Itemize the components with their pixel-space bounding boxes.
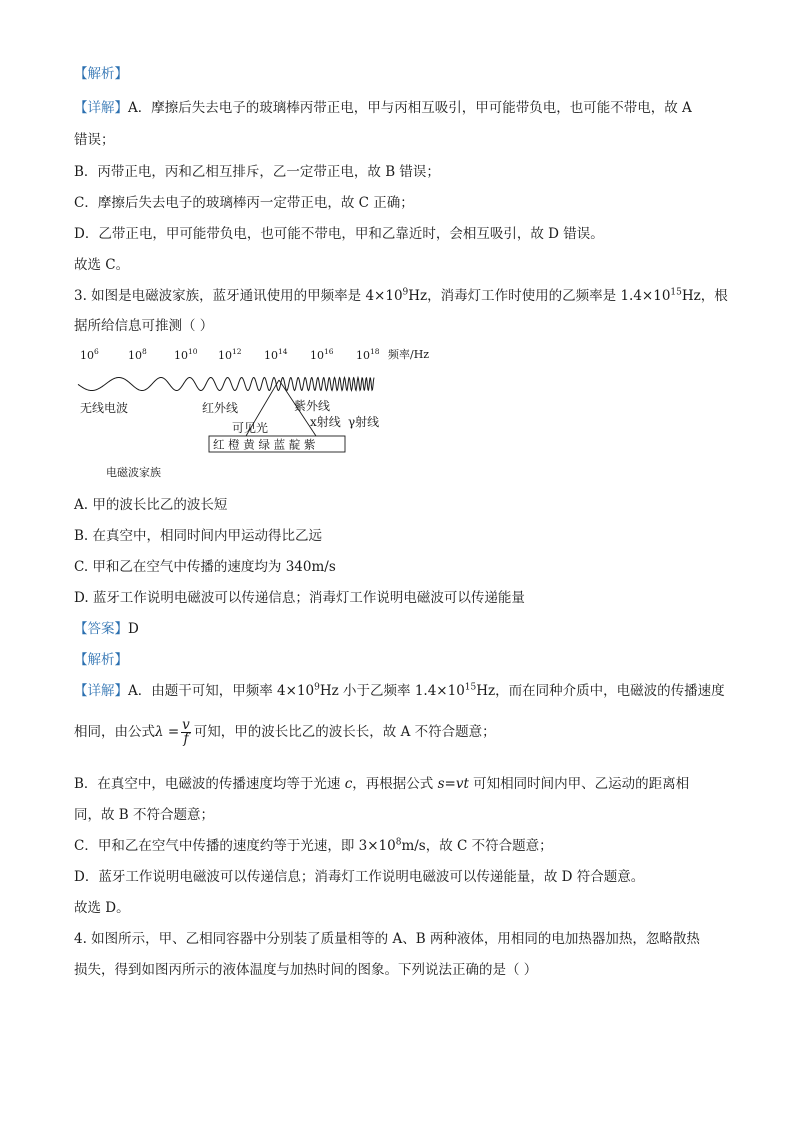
formula-numerator: v xyxy=(182,717,190,733)
q3-option-d: D. 蓝牙工作说明电磁波可以传递信息；消毒灯工作说明电磁波可以传递能量 xyxy=(74,590,525,606)
q3-detail-c xyxy=(74,836,553,856)
formula-denominator: f xyxy=(183,731,189,747)
q3-detail-a1-part3: Hz，而在同种介质中，电磁波的传播速度 xyxy=(476,683,725,699)
q2-detail-b: B．丙带正电，丙和乙相互排斥，乙一定带正电，故 B 错误； xyxy=(74,164,440,180)
q4-stem-line1: 4. 如图所示，甲、乙相同容器中分别装了质量相等的 A、B 两种液体，用相同的电加热器加热，忽略散热 xyxy=(74,931,700,947)
q2-detail-a-line2: 错误； xyxy=(74,132,115,148)
label-infrared: 红外线 xyxy=(202,401,239,415)
label-gamma: γ射线 xyxy=(348,415,380,429)
label-radio: 无线电波 xyxy=(80,401,129,415)
q3-detail-b-line2: 同，故 B 不符合题意； xyxy=(74,807,215,823)
detail-tag-q3: 【详解】 xyxy=(74,683,128,699)
freq-axis-label: 频率/Hz xyxy=(388,348,430,361)
q3-detail-a-line2 xyxy=(74,718,496,746)
frequency-tick-label: $10^6$ xyxy=(80,347,99,362)
q3-detail-a1-exp1: 9 xyxy=(314,682,320,693)
frequency-tick-label: $10^{14}$ xyxy=(264,347,288,362)
q3-detail-b1-formula: s=vt xyxy=(437,776,469,792)
q2-detail-c: C．摩擦后失去电子的玻璃棒丙一定带正电，故 C 正确； xyxy=(74,195,414,211)
frequency-tick-label: $10^{18}$ xyxy=(356,347,380,362)
answer-value: D xyxy=(128,621,139,637)
q3-detail-d: D．蓝牙工作说明电磁波可以传递信息；消毒灯工作说明电磁波可以传递能量，故 D 符合题意。 xyxy=(74,869,645,885)
q2-detail-a-line1 xyxy=(74,98,692,118)
label-ultraviolet: 紫外线 xyxy=(294,399,331,413)
q4-stem-line2: 损失，得到如图丙所示的液体温度与加热时间的图象。下列说法正确的是（ ） xyxy=(74,962,538,978)
q3-detail-c-part1: C．甲和乙在空气中传播的速度约等于光速，即 3×10 xyxy=(74,838,396,854)
label-visible: 可见光 xyxy=(232,421,269,435)
q3-conclusion: 故选 D。 xyxy=(74,900,130,916)
visible-colors: 红 橙 黄 绿 蓝 靛 紫 xyxy=(213,437,316,452)
q3-stem-line2: 据所给信息可推测（ ） xyxy=(74,318,214,334)
answer-tag: 【答案】 xyxy=(74,621,128,637)
q3-detail-b1-part3: 可知相同时间内甲、乙运动的距离相 xyxy=(468,776,690,792)
q2-detail-d: D．乙带正电，甲可能带负电，也可能不带电，甲和乙靠近时，会相互吸引，故 D 错误。 xyxy=(74,226,604,242)
q3-stem-part1: 3. 如图是电磁波家族，蓝牙通讯使用的甲频率是 4×10 xyxy=(74,288,403,304)
q3-option-c: C. 甲和乙在空气中传播的速度均为 340m/s xyxy=(74,559,336,575)
figure-caption: 电磁波家族 xyxy=(106,466,161,479)
frequency-tick-label: $10^{12}$ xyxy=(218,347,242,362)
q3-detail-b1-c: c xyxy=(344,776,353,792)
q2-detail-a-text: A．摩擦后失去电子的玻璃棒丙带正电，甲与丙相互吸引，甲可能带负电，也可能不带电，故 A xyxy=(128,100,692,116)
frequency-tick-labels xyxy=(80,347,380,362)
q2-conclusion: 故选 C。 xyxy=(74,257,130,273)
q3-detail-a2-part1: 相同，由公式 xyxy=(74,724,155,740)
q3-stem-part3: Hz，根 xyxy=(681,288,728,304)
formula-lambda: λ = xyxy=(155,724,180,740)
q3-answer-line xyxy=(74,619,139,639)
em-spectrum-figure xyxy=(72,344,452,482)
q3-stem-exp2: 15 xyxy=(670,287,682,298)
label-xray: x射线 xyxy=(310,415,341,429)
q3-stem-part2: Hz，消毒灯工作时使用的乙频率是 1.4×10 xyxy=(408,288,671,304)
q3-detail-c-exp: 8 xyxy=(395,837,402,848)
q3-detail-b1-part1: B．在真空中，电磁波的传播速度均等于光速 xyxy=(74,776,345,792)
analysis-tag-q3: 【解析】 xyxy=(74,652,128,668)
q3-option-b: B. 在真空中，相同时间内甲运动得比乙远 xyxy=(74,528,323,544)
q3-detail-a2-part2: 可知，甲的波长比乙的波长长，故 A 不符合题意； xyxy=(193,724,496,740)
q3-detail-a1-exp2: 15 xyxy=(464,682,477,693)
q3-detail-a1-part1: A．由题干可知，甲频率 4×10 xyxy=(128,683,315,699)
analysis-tag-q2: 【解析】 xyxy=(74,66,128,82)
q3-detail-b1-part2: ，再根据公式 xyxy=(352,776,438,792)
q3-detail-a1-part2: Hz 小于乙频率 1.4×10 xyxy=(319,683,465,699)
frequency-tick-label: $10^8$ xyxy=(128,347,147,362)
q3-option-a: A. 甲的波长比乙的波长短 xyxy=(74,497,228,513)
frequency-tick-label: $10^{16}$ xyxy=(310,347,334,362)
q3-stem-exp1: 9 xyxy=(402,287,409,298)
frequency-tick-label: $10^{10}$ xyxy=(174,347,198,362)
q3-detail-a-line1 xyxy=(74,681,725,701)
q3-detail-b-line1 xyxy=(74,774,689,794)
em-wave xyxy=(78,378,374,391)
q3-stem-line1 xyxy=(74,286,728,306)
formula-fraction xyxy=(181,719,191,746)
q3-detail-c-part2: m/s，故 C 不符合题意； xyxy=(401,838,553,854)
detail-tag-q2: 【详解】 xyxy=(74,100,128,116)
